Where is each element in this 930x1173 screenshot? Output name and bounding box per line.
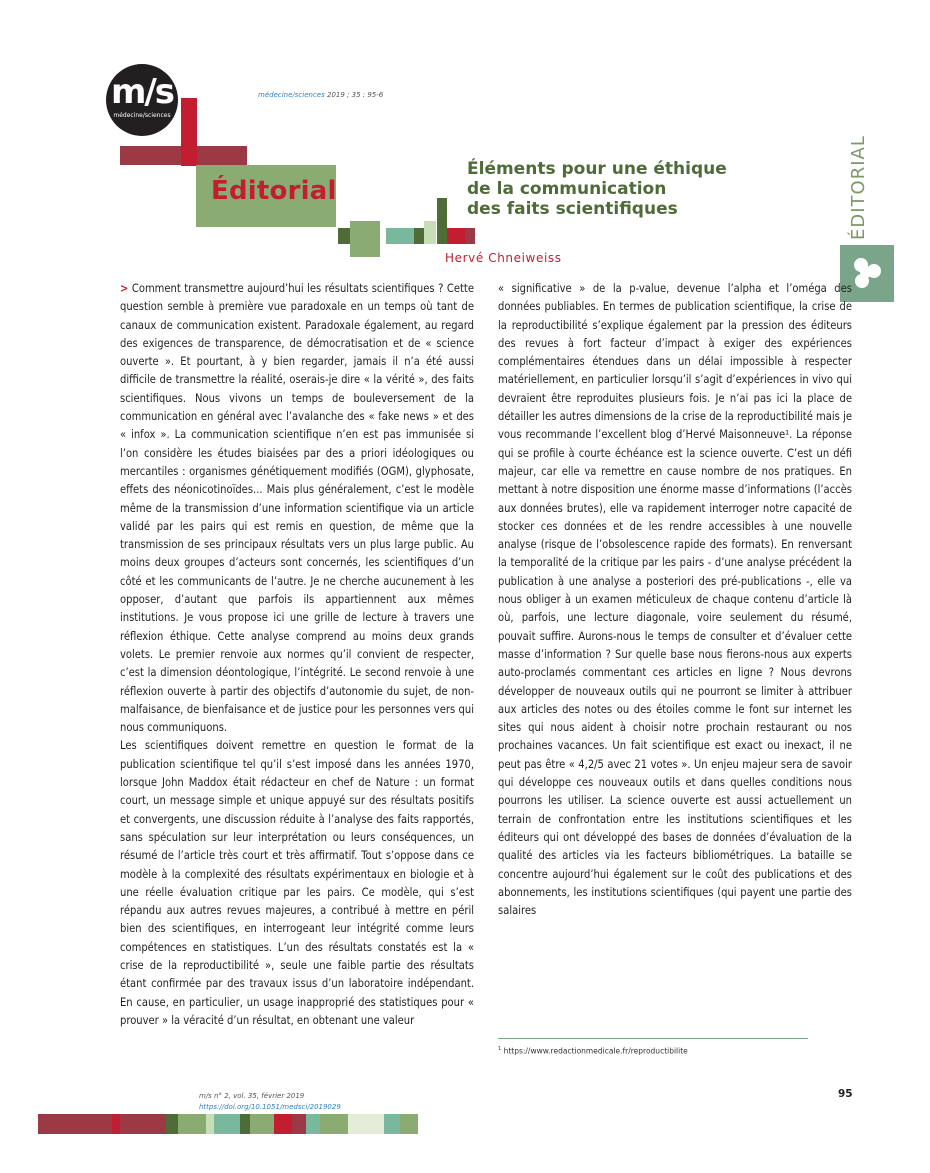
side-section-label: ÉDITORIAL (848, 135, 869, 240)
logo-subtitle: médecine/sciences (113, 112, 171, 119)
paragraph-1-text: Comment transmettre aujourd’hui les résultats scientifiques ? Cette question semble à première vue paradoxale en un temps où tant de canaux de communication existent. Paradoxale également, au regard des exigences de transparence, de démocratisation et de « science ouverte ». Et pourtant, à y bien regarder, jamais il n’a été aussi difficile de transmettre la réalité, oserais-je dire « la vérité », des faits scientifiques. Nous vivons un temps de bouleversement de la communication en général avec l’avalanche des « fake news » et des « infox ». La communication scientifique n’en est pas immunisée si l’on considère les études biaisées par des a priori idéologiques ou mercantiles : organismes génétiquement modifiés (OGM), glyphosate, effets des néonicotinoïdes... Mais plus généralement, c’est le modèle même de la transmission d’une information scientifique via un article validé par les pairs qui est remis en question, de même que la transmission de ses principaux résultats vers un plus large public. Au moins deux groupes d’acteurs sont concernés, les scientifiques d’un côté et les communicants de l’autre. Je ne cherche aucunement à les opposer, d’autant que parfois ils appartiennent aux mêmes institutions. Je vous propose ici une grille de lecture à travers une réflexion éthique. Cette analyse comprend au moins deux grands volets. Le premier renvoie aux normes qu’il convient de respecter, c’est la dimension déontologique, l’intégrité. Le second renvoie à une réflexion ouverte à partir des objectifs d’autonomie du sujet, de non-malfaisance, de bienfaisance et de justice pour les personnes vers qui nous communiquons. (120, 282, 474, 735)
paragraph-3: « significative » de la p-value, devenue l’alpha et l’oméga des données publiables. En termes de publication scientifique, la crise de la reproductibilité s’explique également par la pression des éditeurs des revues à fort facteur d’impact à exiger des expériences complémentaires étendues dans un délai impossible à respecter matériellement, en particulier lorsqu’il s’agit d’expériences in vivo qui devraient être reproduites plusieurs fois. Je n’ai pas ici la place de détailler les autres dimensions de la crise de la reproductibilité mais je vous recommande l’excellent blog d’Hervé Maisonneuve¹. La réponse qui se profile à courte échéance est la science ouverte. C’est un défi majeur, car elle va remettre en cause nombre de nos pratiques. En mettant à notre disposition une énorme masse d’informations (l’accès aux données brutes), elle va rapidement interroger notre capacité de stocker ces données et de les rendre accessibles à une nouvelle analyse (risque de l’obsolescence rapide des formats). En renversant la temporalité de la critique par les pairs - d’une analyse précédent la publication à une analyse a posteriori des pré-publications -, elle va nous obliger à un examen méticuleux de chaque contenu d’article là où, parfois, une lecture diagonale, voire seulement du résumé, pouvait suffire. Aurons-nous le temps de consulter et d’évaluer cette masse d’information ? Sur quelle base nous fierons-nous aux experts auto-proclamés commentant ces articles en ligne ? Nous devrons développer de nouveaux outils qui ne pourront se limiter à attribuer aux articles des notes ou des étoiles comme le font sur internet les sites qui nous aident à choisir notre prochain restaurant ou nos prochaines vacances. Un fait scientifique est exact ou inexact, il ne peut pas être « 4,2/5 avec 21 votes ». Un enjeu majeur sera de savoir qui développe ces nouveaux outils et dans quelles conditions nous pourrons les utiliser. La science ouverte est aussi actuellement un terrain de confrontation entre les institutions scientifiques et les éditeurs qui ont développé des bases de données d’évaluation de la qualité des articles via les facteurs bibliométriques. La bataille se concentre aujourd’hui également sur le coût des publications et des abonnements, les institutions scientifiques (qui payent une partie des salaires (498, 282, 852, 918)
footer-doi-link[interactable]: https://doi.org/10.1051/medsci/2019029 (199, 1103, 341, 1111)
header-reference (258, 91, 383, 99)
paragraph-2: Les scientifiques doivent remettre en question le format de la publication scientifique tel qu’il s’est imposé dans les années 1970, lorsque John Maddox était rédacteur en chef de Nature : un format court, un message simple et unique appuyé sur des résultats positifs et convergents, une discussion réduite à l’analyse des faits rapportés, sans spéculation sur leur interprétation ou leurs conséquences, un résumé de l’article très court et très affirmatif. Tout s’oppose dans ce modèle à la complexité des résultats expérimentaux en biologie et à une réelle évaluation critique par les pairs. Ce modèle, qui s’est répandu aux autres revues majeures, a contribué à mettre en péril bien des scientifiques, en interrogeant leur intégrité comme leurs compétences en statistiques. L’un des résultats constatés est la « crise de la reproductibilité », seule une faible partie des résultats étant confirmée par des travaux issus d’un laboratoire indépendant. En cause, en particulier, un usage inapproprié des statistiques pour « prouver » la véracité d’un résultat, en obtenant une valeur (120, 739, 474, 1027)
journal-pages: 2019 ; 35 : 95-6 (324, 91, 384, 99)
journal-name: médecine/sciences (258, 91, 325, 99)
lead-marker: > (120, 282, 129, 295)
author-name: Hervé Chneiweiss (445, 251, 562, 265)
footnote-link[interactable]: https://www.redactionmedicale.fr/reproductibilite (501, 1046, 688, 1056)
page-number: 95 (838, 1088, 853, 1100)
title-line-1: Éléments pour une éthique (467, 159, 727, 179)
footnote-divider (498, 1038, 808, 1039)
article-title (467, 159, 787, 219)
footnote (498, 1046, 688, 1056)
title-line-2: de la communication (467, 179, 667, 199)
title-line-3: des faits scientifiques (467, 199, 678, 219)
footer-reference (199, 1091, 341, 1113)
section-label: Éditorial (211, 176, 337, 206)
logo-mark: m/s (110, 72, 174, 112)
footer-issue: m/s n° 2, vol. 35, février 2019 (199, 1092, 305, 1100)
journal-logo (106, 64, 178, 136)
body-column-left (120, 280, 474, 1030)
paragraph-1 (120, 280, 474, 737)
body-column-right (498, 280, 852, 920)
footnote-marker: 1 (498, 1046, 502, 1052)
